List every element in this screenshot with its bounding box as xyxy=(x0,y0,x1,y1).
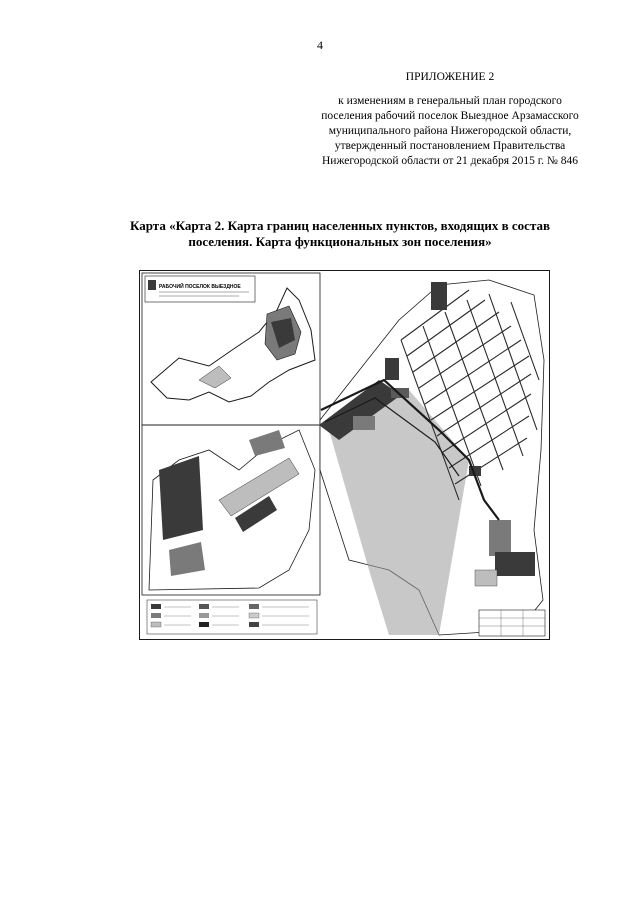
map-image xyxy=(139,270,550,640)
appendix-line: утвержденный постановлением Правительства xyxy=(334,140,566,152)
appendix-line: поселения рабочий поселок Выездное Арзамасского xyxy=(321,110,579,122)
appendix-title: ПРИЛОЖЕНИЕ 2 xyxy=(405,71,495,83)
map-heading-line: Карта «Карта 2. Карта границ населенных пунктов, входящих в состав xyxy=(129,218,551,233)
map-heading xyxy=(60,218,620,250)
appendix-block xyxy=(290,70,610,169)
appendix-line: к изменениям в генеральный план городского xyxy=(338,95,562,107)
stamp-title: РАБОЧИЙ ПОСЕЛОК ВЫЕЗДНОЕ xyxy=(159,284,241,290)
appendix-line: муниципального района Нижегородской области, xyxy=(328,125,572,137)
map-heading-line: поселения. Карта функциональных зон поселения» xyxy=(188,234,492,249)
map-svg xyxy=(139,270,550,640)
appendix-line: Нижегородской области от 21 декабря 2015 г. № 846 xyxy=(321,155,578,167)
page-number: 4 xyxy=(317,38,323,52)
corner-stamp xyxy=(479,610,545,636)
stamp-header xyxy=(145,276,255,302)
legend xyxy=(147,600,317,634)
